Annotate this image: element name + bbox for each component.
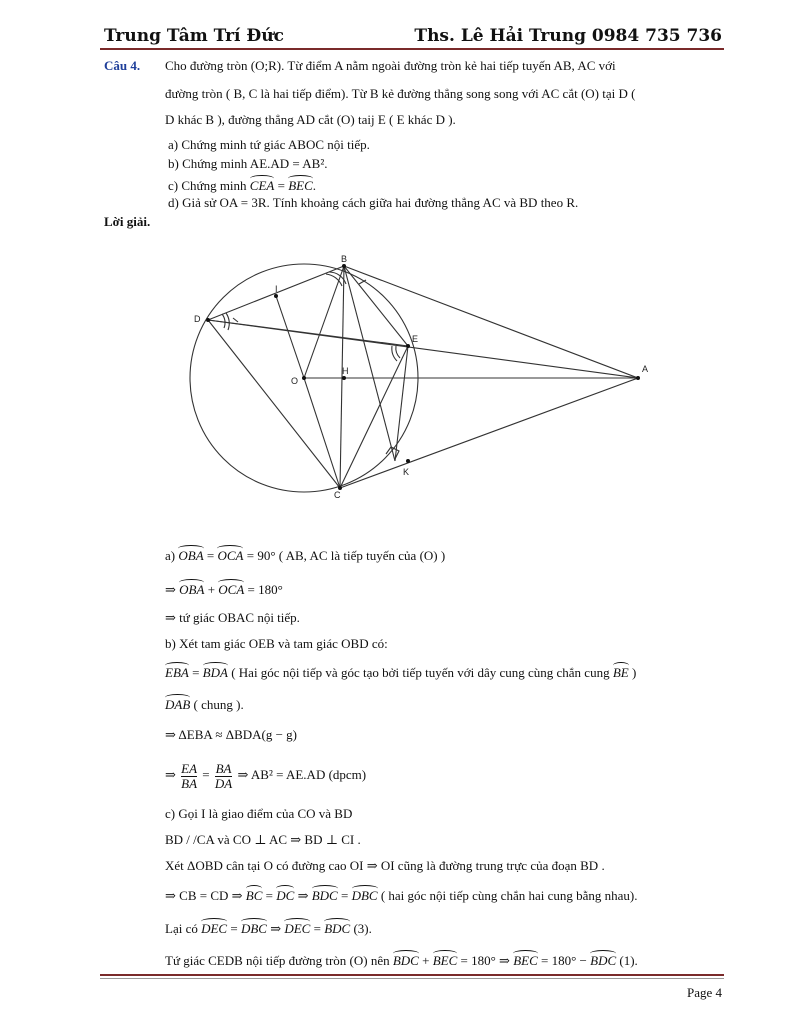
page-number: Page 4: [686, 985, 722, 1000]
sol-b-line-5: ⇒ $\frac{EA}{BA}$ = $\frac{BA}{DA}$ ⇒ AB² = AE.AD (dpcm): [165, 760, 367, 791]
problem-part-a: a) Chứng minh tứ giác ABOC nội tiếp.: [168, 137, 370, 152]
label-c: C: [334, 490, 341, 500]
label-i: I: [275, 284, 278, 294]
label-d: D: [194, 314, 201, 324]
label-h: H: [342, 366, 349, 376]
label-b: B: [341, 254, 348, 264]
sol-a-line-3: ⇒ tứ giác OBAC nội tiếp.: [165, 610, 300, 625]
sol-b-line-4: ⇒ ΔEBA ≈ ΔBDA(g − g): [165, 727, 297, 742]
sol-c-line-4: ⇒ CB = CD ⇒ BC = DC ⇒ BDC = DBC ( hai góc nội tiếp cùng chắn hai cung bằng nhau).: [165, 888, 638, 903]
label-a: A: [642, 364, 649, 374]
sol-c-line-3: Xét ΔOBD cân tại O có đường cao OI ⇒ OI cũng là đường trung trực của đoạn BD .: [165, 858, 605, 873]
sol-b-line-1: b) Xét tam giác OEB và tam giác OBD có:: [165, 636, 388, 651]
sol-b-line-2: EBA = BDA ( Hai góc nội tiếp và góc tạo bởi tiếp tuyến với dây cung cùng chắn cung BE ): [165, 665, 637, 680]
footer-rule: [100, 974, 724, 976]
problem-line-3: D khác B ), đường thẳng AD cắt (O) taij E ( E khác D ).: [165, 112, 456, 127]
header-left: Trung Tâm Trí Đức: [104, 26, 284, 46]
problem-label: Câu 4.: [104, 58, 141, 73]
sol-c-line-6: Tứ giác CEDB nội tiếp đường tròn (O) nên BDC + BEC = 180° ⇒ BEC = 180° − BDC (1).: [165, 953, 638, 968]
header-right: Ths. Lê Hải Trung 0984 735 736: [414, 26, 722, 46]
sol-c-line-1: c) Gọi I là giao điểm của CO và BD: [165, 806, 353, 821]
footer-rule-thin: [100, 978, 724, 979]
problem-part-b: b) Chứng minh AE.AD = AB².: [168, 156, 328, 171]
sol-a-line-2: ⇒ OBA + OCA = 180°: [165, 582, 283, 597]
sol-c-line-5: Lại có DEC = DBC ⇒ DEC = BDC (3).: [165, 921, 372, 936]
label-k: K: [403, 467, 410, 477]
sol-c-line-2: BD / /CA và CO ⊥ AC ⇒ BD ⊥ CI .: [165, 832, 361, 847]
label-e: E: [412, 334, 419, 344]
label-o: O: [291, 376, 299, 386]
problem-line-2: đường tròn ( B, C là hai tiếp điểm). Từ B kẻ đường thẳng song song với AC cắt (O) tại D (: [165, 86, 636, 101]
problem-part-c: c) Chứng minh CEA = BEC.: [168, 178, 317, 193]
sol-a-line-1: a) OBA = OCA = 90° ( AB, AC là tiếp tuyến của (O) ): [165, 548, 446, 563]
problem-line-1: Cho đường tròn (O;R). Từ điểm A nằm ngoài đường tròn kẻ hai tiếp tuyến AB, AC với: [165, 58, 616, 73]
sol-b-line-3: DAB ( chung ).: [165, 697, 244, 712]
problem-part-d: d) Giả sử OA = 3R. Tính khoảng cách giữa hai đường thẳng AC và BD theo R.: [168, 195, 579, 210]
solution-label: Lời giải.: [104, 214, 151, 229]
